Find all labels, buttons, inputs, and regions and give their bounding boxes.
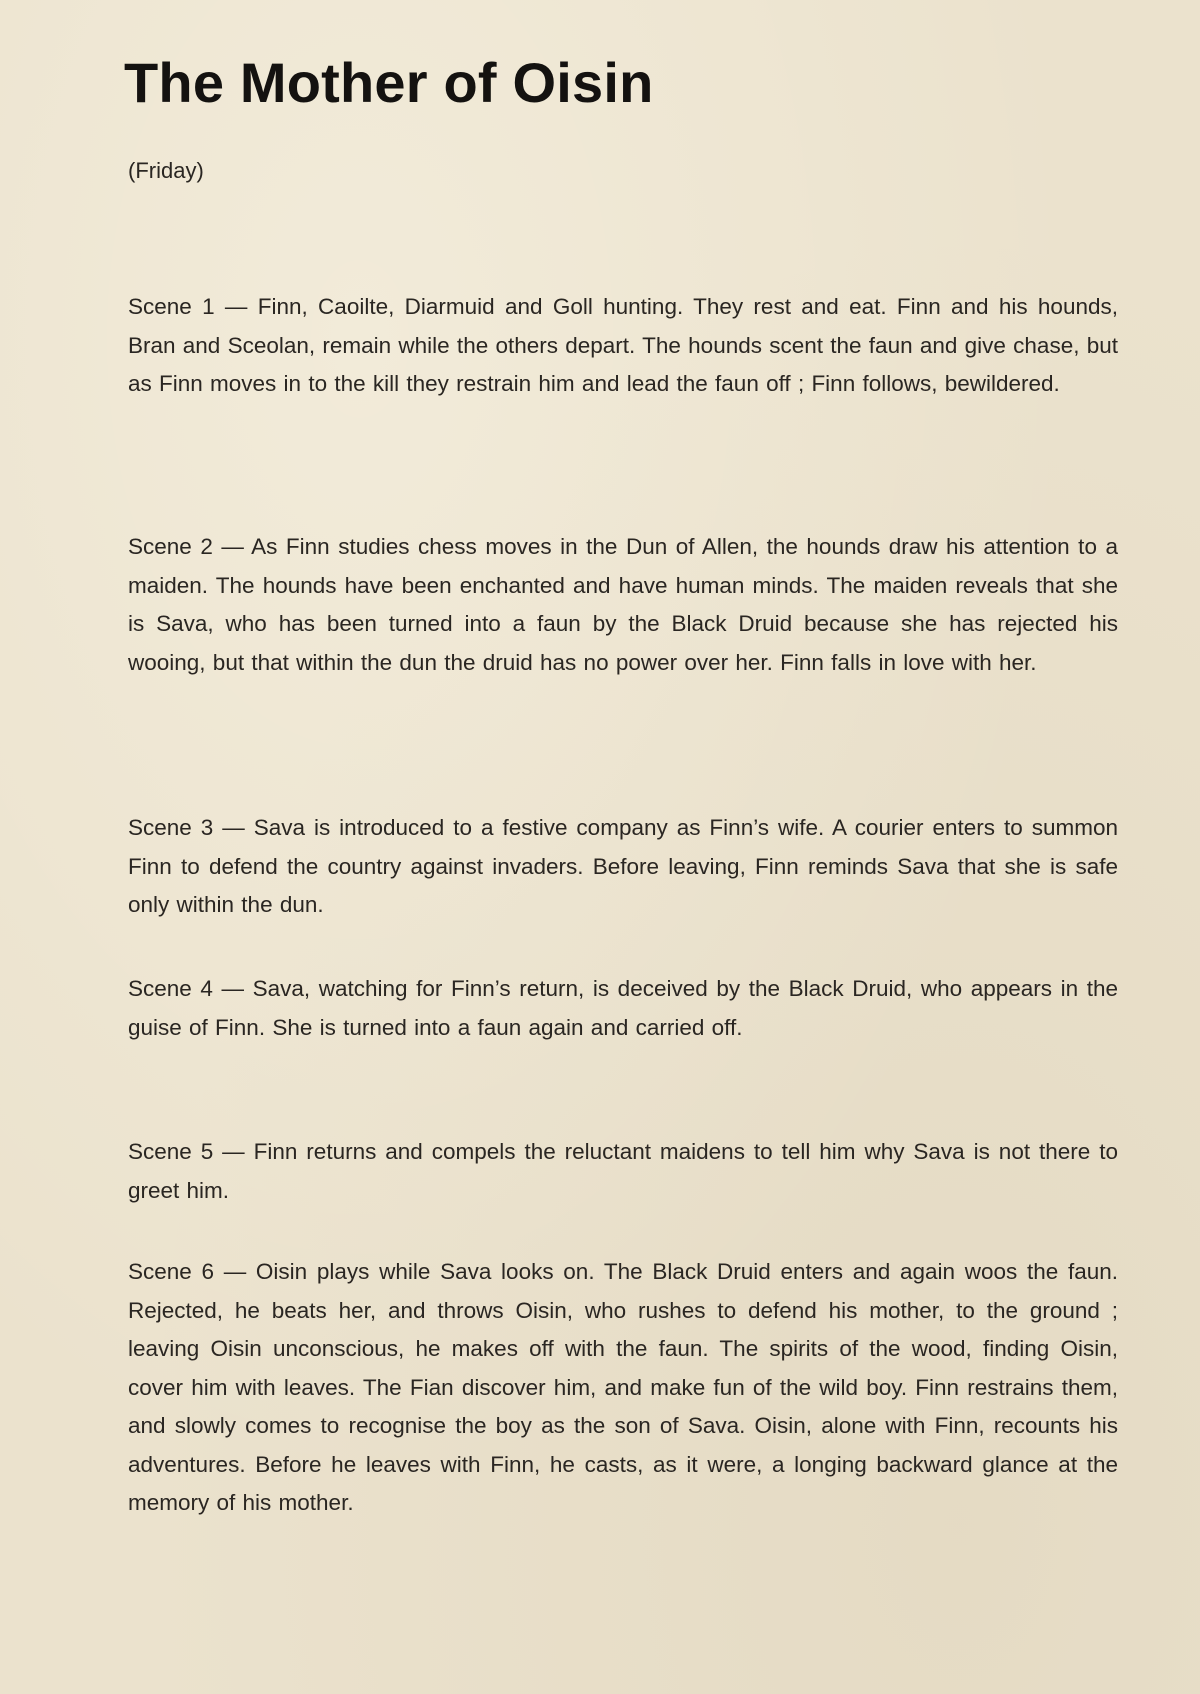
scene-3-paragraph: Scene 3 — Sava is introduced to a festive company as Finn’s wife. A courier enters to summon Finn to defend the country against invaders. Before leaving, Finn reminds Sava that she is safe only within the dun. <box>128 815 1118 917</box>
scene-4-paragraph: Scene 4 — Sava, watching for Finn’s return, is deceived by the Black Druid, who appears in the guise of Finn. She is turned into a faun again and carried off. <box>128 976 1118 1040</box>
page-subtitle-day: (Friday) <box>128 158 204 183</box>
scene-5-paragraph: Scene 5 — Finn returns and compels the reluctant maidens to tell him why Sava is not there to greet him. <box>128 1139 1118 1203</box>
scene-1-paragraph: Scene 1 — Finn, Caoilte, Diarmuid and Goll hunting. They rest and eat. Finn and his hounds, Bran and Sceolan, remain while the others depart. The hounds scent the faun and give chase, but as Finn moves in to the kill they restrain him and lead the faun off ; Finn follows, bewildered. <box>128 294 1118 396</box>
scene-2-paragraph: Scene 2 — As Finn studies chess moves in the Dun of Allen, the hounds draw his attention to a maiden. The hounds have been enchanted and have human minds. The maiden reveals that she is Sava, who has been turned into a faun by the Black Druid because she has rejected his wooing, but that within the dun the druid has no power over her. Finn falls in love with her. <box>128 534 1118 675</box>
scene-6-paragraph: Scene 6 — Oisin plays while Sava looks on. The Black Druid enters and again woos the faun. Rejected, he beats her, and throws Oisin, who rushes to defend his mother, to the ground ; leaving Oisin unconscious, he makes off with the faun. The spirits of the wood, finding Oisin, cover him with leaves. The Fian discover him, and make fun of the wild boy. Finn restrains them, and slowly comes to recognise the boy as the son of Sava. Oisin, alone with Finn, recounts his adventures. Before he leaves with Finn, he casts, as it were, a longing backward glance at the memory of his mother. <box>128 1259 1118 1515</box>
page-title: The Mother of Oisin <box>124 51 654 114</box>
